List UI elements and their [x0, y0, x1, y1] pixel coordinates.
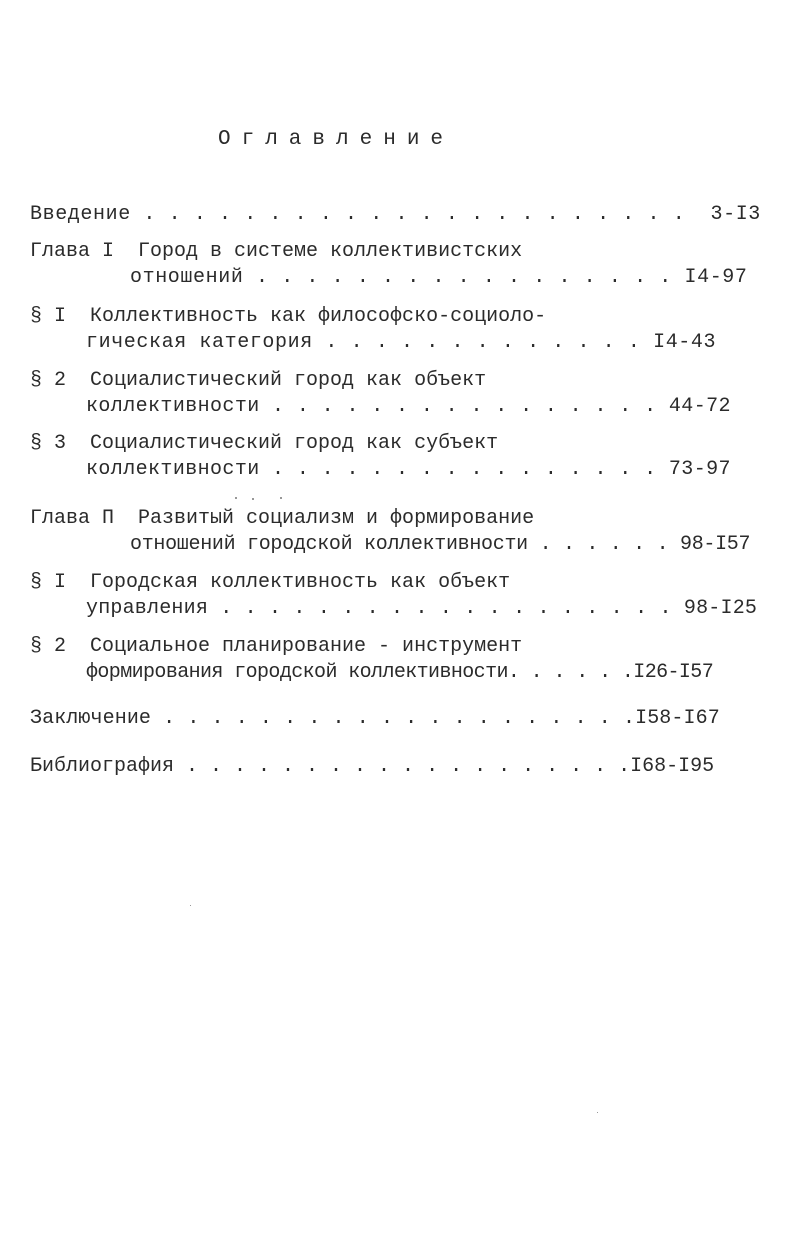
toc-entry-conclusion: Заключение . . . . . . . . . . . . . . . . . . . .I58-I67 — [30, 707, 720, 730]
toc-section-2-1-continuation: управления . . . . . . . . . . . . . . . . . . . 98-I25 — [86, 597, 758, 620]
scan-speck — [252, 498, 254, 500]
toc-chapter-1-heading: Глава I Город в системе коллективистских — [30, 240, 523, 263]
toc-section-1-2-continuation: коллективности . . . . . . . . . . . . . . . . 44-72 — [86, 395, 731, 418]
toc-section-1-1-heading: § I Коллективность как философско-социоло- — [30, 305, 547, 328]
toc-entry-introduction: Введение . . . . . . . . . . . . . . . . . . . . . . 3-I3 — [30, 203, 761, 226]
toc-chapter-1-continuation: отношений . . . . . . . . . . . . . . . . . I4-97 — [130, 266, 748, 289]
toc-chapter-2-continuation: отношений городской коллективности . . . . . . 98-I57 — [130, 533, 751, 556]
toc-chapter-2-heading: Глава П Развитый социализм и формирование — [30, 507, 535, 530]
toc-section-1-2-heading: § 2 Социалистический город как объект — [30, 369, 487, 392]
toc-section-1-3-heading: § 3 Социалистический город как субъект — [30, 432, 499, 455]
toc-entry-bibliography: Библиография . . . . . . . . . . . . . . . . . . .I68-I95 — [30, 755, 715, 778]
toc-section-2-2-continuation: формирования городской коллективности. . . . . .I26-I57 — [86, 661, 714, 684]
scan-speck — [235, 497, 237, 499]
toc-section-2-2-heading: § 2 Социальное планирование - инструмент — [30, 635, 523, 658]
toc-section-1-1-continuation: гическая категория . . . . . . . . . . . . . I4-43 — [86, 331, 717, 354]
toc-section-1-3-continuation: коллективности . . . . . . . . . . . . . . . . 73-97 — [86, 458, 731, 481]
page-title: Оглавление — [218, 128, 455, 151]
scan-speck — [597, 1112, 598, 1113]
scan-speck — [280, 497, 282, 499]
toc-section-2-1-heading: § I Городская коллективность как объект — [30, 571, 511, 594]
scan-speck — [190, 905, 191, 906]
